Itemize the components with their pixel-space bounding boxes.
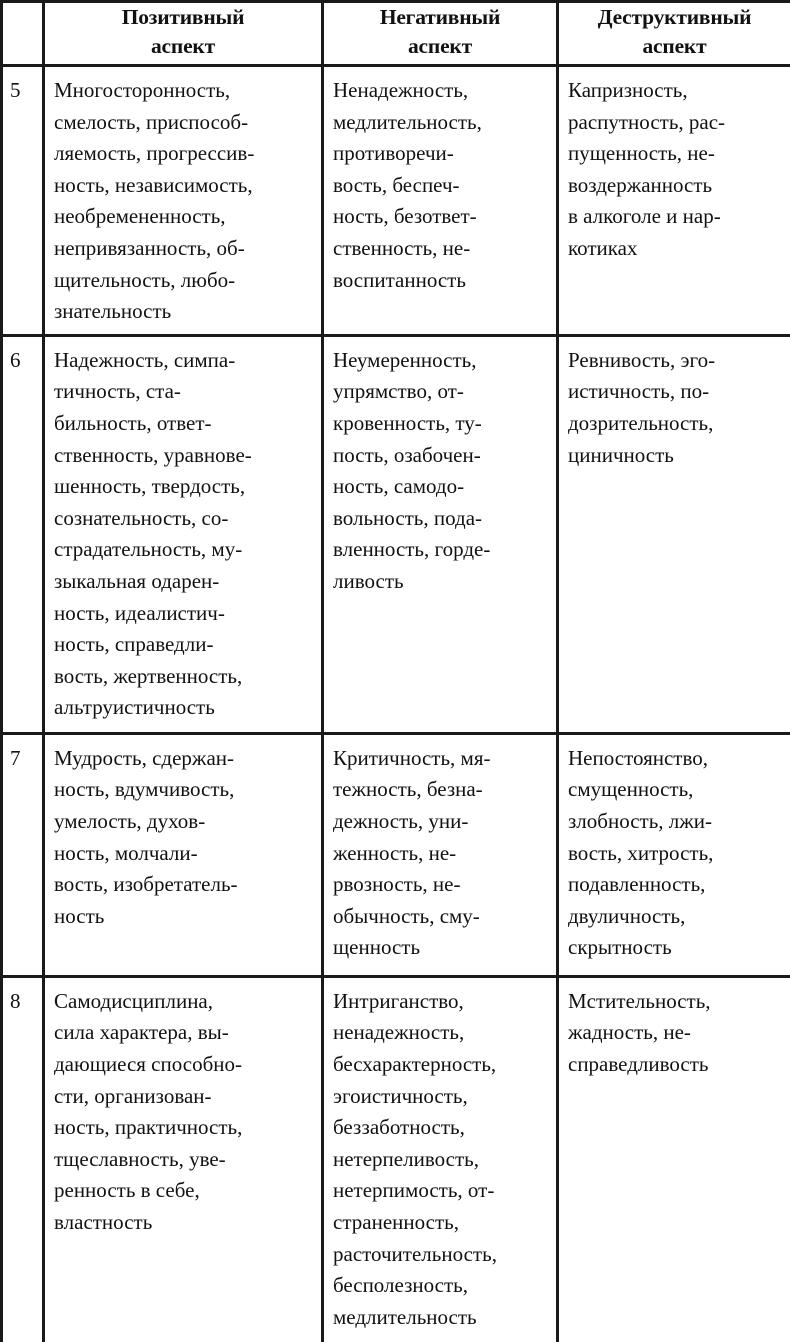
text-line: смущенность, [568, 774, 786, 806]
text-line: ность, вдумчивость, [54, 774, 317, 806]
column-header-negative-line1: Негативный [324, 3, 556, 32]
text-line: тщеславность, уве- [54, 1144, 317, 1176]
text-line: Интриганство, [333, 986, 552, 1018]
text-line: обычность, сму- [333, 901, 552, 933]
text-line: Самодисциплина, [54, 986, 317, 1018]
text-line: ренность в себе, [54, 1175, 317, 1207]
cell-positive-lines [54, 743, 317, 933]
text-line: дозрительность, [568, 408, 786, 440]
cell-destructive [558, 733, 790, 976]
text-line: пость, озабочен- [333, 440, 552, 472]
text-line: ность, независимость, [54, 170, 317, 202]
cell-negative [323, 976, 558, 1342]
cell-destructive-lines [568, 75, 786, 265]
text-line: ность, самодо- [333, 471, 552, 503]
row-index-cell: 7 [2, 733, 44, 976]
column-header-destructive-line2: аспект [559, 32, 790, 61]
cell-positive-lines [54, 75, 317, 328]
cell-positive-lines [54, 986, 317, 1239]
cell-negative-lines [333, 75, 552, 296]
header-row [2, 2, 790, 66]
text-line: смелость, приспособ- [54, 107, 317, 139]
text-line: ность, молчали- [54, 838, 317, 870]
text-line: эгоистичность, [333, 1081, 552, 1113]
text-line: Непостоянство, [568, 743, 786, 775]
text-line: истичность, по- [568, 376, 786, 408]
text-line: подавленность, [568, 869, 786, 901]
cell-negative-lines [333, 743, 552, 964]
cell-negative-lines [333, 345, 552, 598]
text-line: страненность, [333, 1207, 552, 1239]
cell-negative [323, 66, 558, 336]
row-index-cell: 5 [2, 66, 44, 336]
cell-positive [44, 976, 323, 1342]
text-line: вость, изобретатель- [54, 869, 317, 901]
text-line: пущенность, не- [568, 138, 786, 170]
text-line: бесхарактерность, [333, 1049, 552, 1081]
text-line: шенность, твердость, [54, 471, 317, 503]
text-line: страдательность, му- [54, 534, 317, 566]
text-line: ляемость, прогрессив- [54, 138, 317, 170]
text-line: двуличность, [568, 901, 786, 933]
cell-destructive-lines [568, 986, 786, 1081]
text-line: сила характера, вы- [54, 1017, 317, 1049]
table-body [2, 66, 790, 1342]
text-line: воздержанность [568, 170, 786, 202]
text-line: медлительность, [333, 107, 552, 139]
cell-negative [323, 733, 558, 976]
cell-negative-lines [333, 986, 552, 1334]
text-line: вость, беспеч- [333, 170, 552, 202]
text-line: Надежность, симпа- [54, 345, 317, 377]
text-line: нетерпимость, от- [333, 1175, 552, 1207]
text-line: упрямство, от- [333, 376, 552, 408]
text-line: скрытность [568, 932, 786, 964]
cell-destructive [558, 335, 790, 733]
text-line: циничность [568, 440, 786, 472]
cell-destructive [558, 976, 790, 1342]
text-line: тичность, ста- [54, 376, 317, 408]
text-line: нетерпеливость, [333, 1144, 552, 1176]
text-line: Неумеренность, [333, 345, 552, 377]
table-row [2, 976, 790, 1342]
text-line: вость, жертвенность, [54, 661, 317, 693]
text-line: умелость, духов- [54, 806, 317, 838]
column-header-positive-line2: аспект [45, 32, 321, 61]
text-line: щенность [333, 932, 552, 964]
column-header-positive-line1: Позитивный [45, 3, 321, 32]
text-line: жадность, не- [568, 1017, 786, 1049]
text-line: ственность, уравнове- [54, 440, 317, 472]
text-line: Мудрость, сдержан- [54, 743, 317, 775]
text-line: бесполезность, [333, 1270, 552, 1302]
text-line: ность, справедли- [54, 629, 317, 661]
cell-positive-lines [54, 345, 317, 724]
text-line: Мстительность, [568, 986, 786, 1018]
text-line: вость, хитрость, [568, 838, 786, 870]
text-line: ливость [333, 566, 552, 598]
text-line: властность [54, 1207, 317, 1239]
text-line: знательность [54, 296, 317, 328]
text-line: Ненадежность, [333, 75, 552, 107]
text-line: злобность, лжи- [568, 806, 786, 838]
text-line: женность, не- [333, 838, 552, 870]
text-line: беззаботность, [333, 1112, 552, 1144]
table-row [2, 733, 790, 976]
text-line: воспитанность [333, 265, 552, 297]
text-line: расточительность, [333, 1239, 552, 1271]
text-line: альтруистичность [54, 692, 317, 724]
text-line: котиках [568, 233, 786, 265]
text-line: в алкоголе и нар- [568, 201, 786, 233]
text-line: сти, организован- [54, 1081, 317, 1113]
text-line: распутность, рас- [568, 107, 786, 139]
column-header-destructive [558, 2, 790, 66]
text-line: вольность, пода- [333, 503, 552, 535]
text-line: ность, идеалистич- [54, 598, 317, 630]
cell-destructive [558, 66, 790, 336]
text-line: ственность, не- [333, 233, 552, 265]
text-line: Капризность, [568, 75, 786, 107]
text-line: противоречи- [333, 138, 552, 170]
row-index-cell: 8 [2, 976, 44, 1342]
text-line: необремененность, [54, 201, 317, 233]
text-line: ность [54, 901, 317, 933]
text-line: дежность, уни- [333, 806, 552, 838]
column-header-negative-line2: аспект [324, 32, 556, 61]
cell-negative [323, 335, 558, 733]
text-line: сознательность, со- [54, 503, 317, 535]
row-index-cell: 6 [2, 335, 44, 733]
column-header-positive [44, 2, 323, 66]
table-header [2, 2, 790, 66]
column-header-negative [323, 2, 558, 66]
text-line: зыкальная одарен- [54, 566, 317, 598]
cell-destructive-lines [568, 345, 786, 471]
text-line: ность, безответ- [333, 201, 552, 233]
text-line: ненадежность, [333, 1017, 552, 1049]
text-line: тежность, безна- [333, 774, 552, 806]
cell-positive [44, 733, 323, 976]
text-line: вленность, горде- [333, 534, 552, 566]
table-row [2, 335, 790, 733]
text-line: справедливость [568, 1049, 786, 1081]
column-header-destructive-line1: Деструктивный [559, 3, 790, 32]
text-line: непривязанность, об- [54, 233, 317, 265]
text-line: дающиеся способно- [54, 1049, 317, 1081]
text-line: рвозность, не- [333, 869, 552, 901]
cell-destructive-lines [568, 743, 786, 964]
text-line: бильность, ответ- [54, 408, 317, 440]
text-line: Критичность, мя- [333, 743, 552, 775]
cell-positive [44, 66, 323, 336]
column-header-index [2, 2, 44, 66]
text-line: кровенность, ту- [333, 408, 552, 440]
text-line: Многосторонность, [54, 75, 317, 107]
text-line: щительность, любо- [54, 265, 317, 297]
text-line: ность, практичность, [54, 1112, 317, 1144]
table-row [2, 66, 790, 336]
text-line: медлительность [333, 1302, 552, 1334]
cell-positive [44, 335, 323, 733]
text-line: Ревнивость, эго- [568, 345, 786, 377]
